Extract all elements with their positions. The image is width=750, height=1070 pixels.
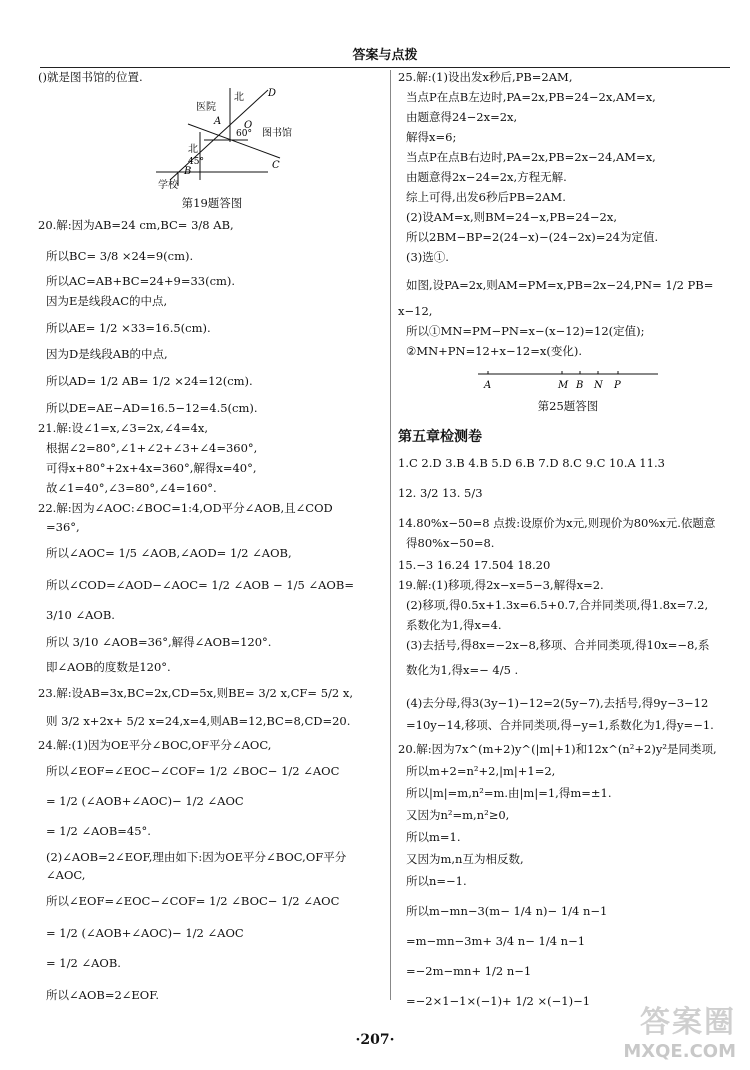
right-line-21: 15.−3 16.24 17.504 18.20: [398, 558, 551, 572]
left-line-12: 可得x+80°+2x+4x=360°,解得x=40°,: [46, 461, 257, 475]
fig19-B: B: [184, 166, 192, 177]
left-line-29: 所以∠EOF=∠EOC−∠COF= 1/2 ∠BOC− 1/2 ∠AOC: [46, 894, 340, 908]
fig19-north1: 北: [234, 92, 244, 103]
fig19-C: C: [272, 160, 280, 171]
left-line-8: 所以AD= 1/2 AB= 1/2 ×24=12(cm).: [46, 374, 253, 388]
fig19-A: A: [214, 116, 222, 127]
left-line-27: (2)∠AOB=2∠EOF,理由如下:因为OE平分∠BOC,OF平分: [46, 850, 347, 864]
fig25-point-B: B: [576, 380, 584, 391]
right-line-36: 所以m−mn−3(m− 1/4 n)− 1/4 n−1: [406, 904, 608, 918]
left-line-5: 因为E是线段AC的中点,: [46, 294, 168, 308]
left-column: [38, 68, 386, 1000]
left-line-24: 所以∠EOF=∠EOC−∠COF= 1/2 ∠BOC− 1/2 ∠AOC: [46, 764, 340, 778]
left-line-21: 23.解:设AB=3x,BC=2x,CD=5x,则BE= 3/2 x,CF= 5/2 x,: [38, 686, 353, 700]
right-line-5: 由题意得2x−24=2x,方程无解.: [406, 170, 567, 184]
left-line-9: 所以DE=AE−AD=16.5−12=4.5(cm).: [46, 401, 258, 415]
right-line-27: (4)去分母,得3(3y−1)−12=2(5y−7),去括号,得9y−3−12: [406, 696, 709, 710]
right-line-30: 所以m+2=n²+2,|m|+1=2,: [406, 764, 556, 778]
right-line-8: 所以2BM−BP=2(24−x)−(24−2x)=24为定值.: [406, 230, 659, 244]
right-line-7: (2)设AM=x,则BM=24−x,PB=24−2x,: [406, 210, 617, 224]
left-line-31: = 1/2 ∠AOB.: [46, 956, 121, 970]
left-line-3: 所以BC= 3/8 ×24=9(cm).: [46, 249, 194, 263]
right-line-0: 25.解:(1)设出发x秒后,PB=2AM,: [398, 70, 573, 84]
right-line-37: =m−mn−3m+ 3/4 n− 1/4 n−1: [406, 934, 586, 948]
column-divider: [390, 70, 391, 1000]
fig19-north2: 北: [188, 144, 198, 155]
figure25-caption: 第25题答图: [537, 399, 599, 413]
right-line-25: (3)去括号,得8x=−2x−8,移项、合并同类项,得10x=−8,系: [406, 638, 710, 652]
header-title: 答案与点拨: [352, 48, 418, 63]
right-line-39: =−2×1−1×(−1)+ 1/2 ×(−1)−1: [406, 994, 591, 1008]
right-line-19: 14.80%x−50=8 点拨:设原价为x元,则现价为80%x元.依题意: [398, 516, 716, 530]
right-line-1: 当点P在点B左边时,PA=2x,PB=24−2x,AM=x,: [406, 90, 656, 104]
fig19-D: D: [268, 88, 277, 99]
right-line-29: 20.解:因为7x^(m+2)y^(|m|+1)和12x^(n²+2)y²是同类项,: [398, 742, 717, 756]
fig19-O: O: [244, 120, 253, 131]
fig25-point-N: N: [594, 380, 603, 391]
fig19-hospital: 医院: [196, 102, 216, 113]
watermark: [623, 997, 736, 1062]
left-line-7: 因为D是线段AB的中点,: [46, 347, 168, 361]
left-line-16: 所以∠AOC= 1/5 ∠AOB,∠AOD= 1/2 ∠AOB,: [46, 546, 292, 560]
right-line-26: 数化为1,得x=− 4/5 .: [406, 663, 519, 677]
fig25-point-P: P: [614, 380, 621, 391]
right-line-34: 又因为m,n互为相反数,: [406, 852, 524, 866]
left-line-28: ∠AOC,: [46, 868, 86, 882]
fig19-angle60: 60°: [236, 129, 252, 139]
right-line-3: 解得x=6;: [406, 130, 457, 144]
left-line-32: 所以∠AOB=2∠EOF.: [46, 988, 160, 1002]
right-column: [398, 68, 738, 1008]
fig25-point-A: A: [484, 380, 492, 391]
right-line-12: 所以①MN=PM−PN=x−(x−12)=12(定值);: [406, 324, 645, 338]
right-line-23: (2)移项,得0.5x+1.3x=6.5+0.7,合并同类项,得1.8x=7.2,: [406, 598, 709, 612]
right-line-11: x−12,: [398, 304, 433, 318]
right-line-24: 系数化为1,得x=4.: [406, 618, 502, 632]
left-line-6: 所以AE= 1/2 ×33=16.5(cm).: [46, 321, 211, 335]
left-line-2: 20.解:因为AB=24 cm,BC= 3/8 AB,: [38, 218, 234, 232]
page-header: [40, 42, 730, 68]
fig19-library: 图书馆: [262, 128, 292, 139]
right-line-6: 综上可得,出发6秒后PB=2AM.: [406, 190, 566, 204]
left-line-26: = 1/2 ∠AOB=45°.: [46, 824, 151, 838]
left-line-23: 24.解:(1)因为OE平分∠BOC,OF平分∠AOC,: [38, 738, 272, 752]
left-line-11: 根据∠2=80°,∠1+∠2+∠3+∠4=360°,: [46, 441, 258, 455]
left-line-25: = 1/2 (∠AOB+∠AOC)− 1/2 ∠AOC: [46, 794, 244, 808]
right-line-35: 所以n=−1.: [406, 874, 467, 888]
watermark-logo: 答案圈: [640, 1005, 736, 1040]
watermark-url: MXQE.COM: [623, 1041, 736, 1062]
figure-25: [468, 366, 668, 392]
left-line-13: 故∠1=40°,∠3=80°,∠4=160°.: [46, 481, 217, 495]
right-line-31: 所以|m|=m,n²=m.由|m|=1,得m=±1.: [406, 786, 612, 800]
chapter-title: 第五章检测卷: [398, 429, 482, 445]
left-line-4: 所以AC=AB+BC=24+9=33(cm).: [46, 274, 236, 288]
fig25-point-M: M: [558, 380, 569, 391]
right-line-18: 12. 3/2 13. 5/3: [398, 486, 483, 500]
left-line-18: 3/10 ∠AOB.: [46, 608, 115, 622]
right-line-17: 1.C 2.D 3.B 4.B 5.D 6.B 7.D 8.C 9.C 10.A 11.3: [398, 456, 665, 470]
left-line-15: =36°,: [46, 520, 80, 534]
left-line-14: 22.解:因为∠AOC:∠BOC=1:4,OD平分∠AOB,且∠COD: [38, 501, 333, 515]
page-number: ·207·: [355, 1032, 395, 1048]
right-line-4: 当点P在点B右边时,PA=2x,PB=2x−24,AM=x,: [406, 150, 656, 164]
right-line-9: (3)选①.: [406, 250, 449, 264]
right-line-2: 由题意得24−2x=2x,: [406, 110, 518, 124]
figure-19: [148, 82, 308, 197]
left-line-0: ()就是图书馆的位置.: [38, 70, 143, 84]
right-line-32: 又因为n²=m,n²≥0,: [406, 808, 510, 822]
left-line-19: 所以 3/10 ∠AOB=36°,解得∠AOB=120°.: [46, 635, 272, 649]
fig19-angle45: 45°: [188, 157, 204, 167]
right-line-10: 如图,设PA=2x,则AM=PM=x,PB=2x−24,PN= 1/2 PB=: [406, 278, 714, 292]
right-line-38: =−2m−mn+ 1/2 n−1: [406, 964, 532, 978]
left-line-30: = 1/2 (∠AOB+∠AOC)− 1/2 ∠AOC: [46, 926, 244, 940]
figure19-caption: 第19题答图: [181, 196, 243, 210]
left-line-20: 即∠AOB的度数是120°.: [46, 660, 171, 674]
fig19-school: 学校: [158, 180, 178, 191]
right-line-20: 得80%x−50=8.: [406, 536, 495, 550]
left-line-17: 所以∠COD=∠AOD−∠AOC= 1/2 ∠AOB − 1/5 ∠AOB=: [46, 578, 354, 592]
right-line-13: ②MN+PN=12+x−12=x(变化).: [406, 344, 582, 358]
right-line-28: =10y−14,移项、合并同类项,得−y=1,系数化为1,得y=−1.: [406, 718, 714, 732]
left-line-10: 21.解:设∠1=x,∠3=2x,∠4=4x,: [38, 421, 208, 435]
left-line-22: 则 3/2 x+2x+ 5/2 x=24,x=4,则AB=12,BC=8,CD=20.: [46, 714, 351, 728]
right-line-33: 所以m=1.: [406, 830, 461, 844]
right-line-22: 19.解:(1)移项,得2x−x=5−3,解得x=2.: [398, 578, 604, 592]
